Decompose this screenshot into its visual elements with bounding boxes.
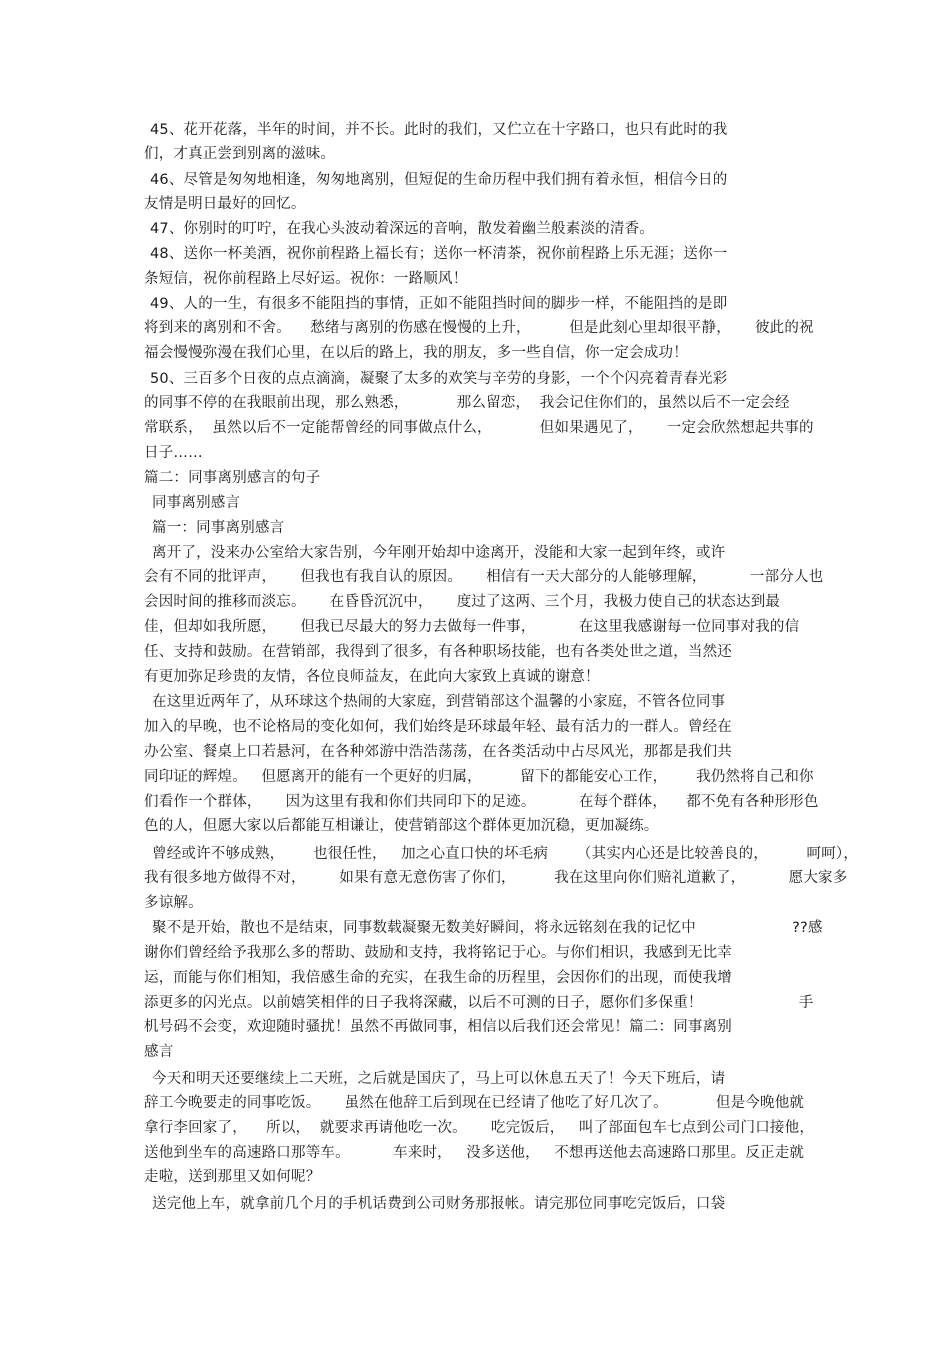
text-line: 条短信，祝你前程路上尽好运。祝你：一路顺风！ xyxy=(144,271,468,287)
text-line: 离开了，没来办公室给大家告别，今年刚开始却中途离开，没能和大家一起到年终，或许 xyxy=(152,545,726,561)
text-line: 友情是明日最好的回忆。 xyxy=(144,196,306,212)
text-line: 送完他上车，就拿前几个月的手机话费到公司财务那报帐。请完那位同事吃完饭后，口袋 xyxy=(152,1196,726,1212)
text-line: 多谅解。 xyxy=(144,895,203,911)
section-heading: 篇二：同事离别感言的句子 xyxy=(144,470,321,486)
text-line: 47、你别时的叮咛，在我心头波动着深远的音响，散发着幽兰般素淡的清香。 xyxy=(150,221,654,237)
text-line: 曾经或许不够成熟， 也很任性， 加之心直口快的坏毛病 （其实内心还是比较善良的， 呵呵）， xyxy=(152,846,859,862)
text-line: 48、送你一杯美酒，祝你前程路上福长有；送你一杯清茶，祝你前程路上乐无涯；送你一 xyxy=(150,246,728,262)
text-line: 会因时间的推移而淡忘。 在昏昏沉沉中， 度过了这两、三个月，我极力使自己的状态达到最 xyxy=(144,594,781,610)
text-line: 50、三百多个日夜的点点滴滴，凝聚了太多的欢笑与辛劳的身影，一个个闪亮着青春光彩 xyxy=(150,371,728,387)
text-line: 运，而能与你们相知，我倍感生命的充实，在我生命的历程里，会因你们的出现，而使我增 xyxy=(144,970,732,986)
text-line: 们，才真正尝到别离的滋味。 xyxy=(144,146,336,162)
text-line: 走啦，送到那里又如何呢？ xyxy=(144,1169,321,1185)
text-line: 添更多的闪光点。以前嬉笑相伴的日子我将深藏，以后不可测的日子，愿你们多保重！ 手 xyxy=(144,995,814,1011)
text-line: 拿行李回家了， 所以， 就要求再请他吃一次。 吃完饭后， 叫了部面包车七点到公司门口接他， xyxy=(144,1120,815,1136)
text-line: 聚不是开始，散也不是结束，同事数载凝聚无数美好瞬间，将永远铭刻在我的记忆中 ??感 xyxy=(152,920,823,936)
text-line: 我有很多地方做得不对， 如果有意无意伤害了你们， 我在这里向你们赔礼道歉了， 愿大家多 xyxy=(144,870,848,886)
text-line: 49、人的一生，有很多不能阻挡的事情，正如不能阻挡时间的脚步一样，不能阻挡的是即 xyxy=(150,296,728,312)
text-line: 45、花开花落，半年的时间，并不长。此时的我们，又伫立在十字路口，也只有此时的我 xyxy=(150,122,728,138)
text-line: 们看作一个群体， 因为这里有我和你们共同印下的足迹。 在每个群体， 都不免有各种形形色 xyxy=(144,794,819,810)
text-line: 常联系， 虽然以后不一定能帮曾经的同事做点什么， 但如果遇见了， 一定会欣然想起共事的 xyxy=(144,420,814,436)
text-line: 佳，但却如我所愿， 但我已尽最大的努力去做每一件事， 在这里我感谢每一位同事对我的信 xyxy=(144,619,800,635)
text-line: 将到来的离别和不舍。 愁绪与离别的伤感在慢慢的上升， 但是此刻心里却很平静， 彼此的祝 xyxy=(144,320,814,336)
text-line: 福会慢慢弥漫在我们心里，在以后的路上，我的朋友，多一些自信，你一定会成功！ xyxy=(144,345,688,361)
text-line: 送他到坐车的高速路口那等车。 车来时， 没多送他， 不想再送他去高速路口那里。反正走就 xyxy=(144,1145,805,1161)
text-line: 今天和明天还要继续上二天班，之后就是国庆了，马上可以休息五天了！今天下班后，请 xyxy=(152,1071,726,1087)
text-line: 色的人，但愿大家以后都能互相谦让，使营销部这个群体更加沉稳，更加凝练。 xyxy=(144,818,659,834)
text-line: 的同事不停的在我眼前出现，那么熟悉， 那么留恋， 我会记住你们的，虽然以后不一定会经 xyxy=(144,395,790,411)
text-line: 在这里近两年了，从环球这个热闹的大家庭，到营销部这个温馨的小家庭，不管各位同事 xyxy=(152,694,726,710)
text-line: 日子…… xyxy=(144,445,203,461)
text-line: 会有不同的批评声， 但我也有我自认的原因。 相信有一天大部分的人能够理解， 一部分人也 xyxy=(144,569,824,585)
text-line: 同印证的辉煌。 但愿离开的能有一个更好的归属， 留下的都能安心工作， 我仍然将自己和你 xyxy=(144,769,814,785)
text-line: 46、尽管是匆匆地相逢，匆匆地离别，但短促的生命历程中我们拥有着永恒，相信今日的 xyxy=(150,172,728,188)
sub-heading: 篇一：同事离别感言 xyxy=(152,520,285,536)
text-line: 有更加弥足珍贵的友情，各位良师益友，在此向大家致上真诚的谢意！ xyxy=(144,669,600,685)
text-line: 谢你们曾经给予我那么多的帮助、鼓励和支持，我将铭记于心。与你们相识，我感到无比幸 xyxy=(144,945,732,961)
text-line: 感言 xyxy=(144,1044,174,1060)
text-line: 办公室、餐桌上口若悬河，在各种郊游中浩浩荡荡，在各类活动中占尽风光，那都是我们共 xyxy=(144,744,732,760)
text-line: 加入的早晚，也不论格局的变化如何，我们始终是环球最年轻、最有活力的一群人。曾经在 xyxy=(144,719,732,735)
text-line: 辞工今晚要走的同事吃饭。 虽然在他辞工后到现在已经请了他吃了好几次了。 但是今晚他就 xyxy=(144,1095,805,1111)
sub-heading: 同事离别感言 xyxy=(152,495,241,511)
text-line: 任、支持和鼓励。在营销部，我得到了很多，有各种职场技能，也有各类处世之道，当然还 xyxy=(144,644,732,660)
text-line: 机号码不会变，欢迎随时骚扰！虽然不再做同事，相信以后我们还会常见！篇二：同事离别 xyxy=(144,1019,732,1035)
